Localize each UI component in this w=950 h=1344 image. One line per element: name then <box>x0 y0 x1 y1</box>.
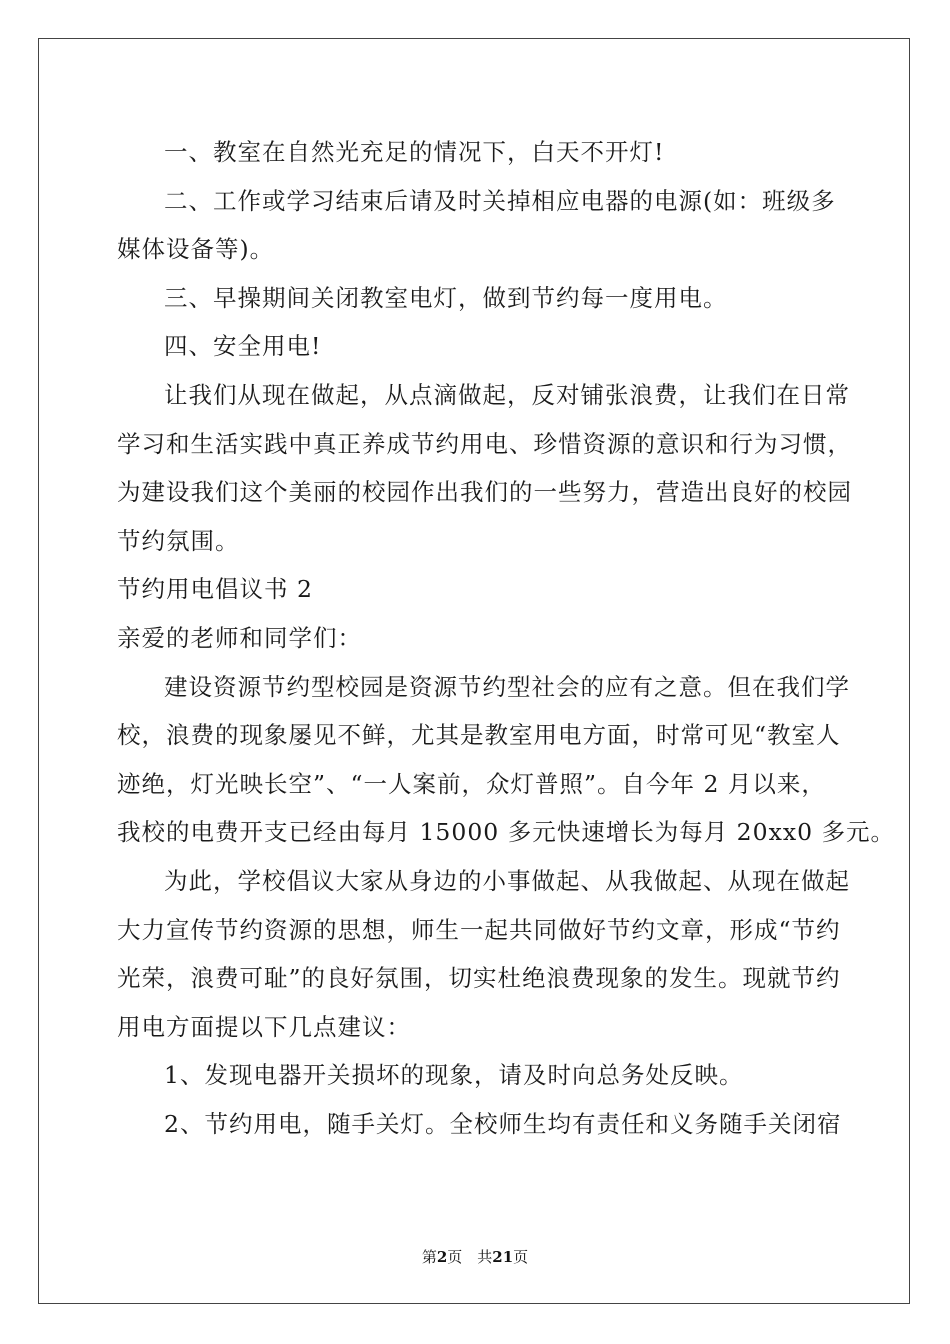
text-line: 迹绝，灯光映长空”、“一人案前，众灯普照”。自今年 2 月以来， <box>117 769 826 798</box>
document-body <box>117 128 895 1148</box>
text-line: 节约用电倡议书 2 <box>117 575 313 604</box>
page-footer <box>0 1246 950 1267</box>
text-line: 媒体设备等)。 <box>117 235 275 264</box>
text-line: 为此，学校倡议大家从身边的小事做起、从我做起、从现在做起 <box>164 866 850 895</box>
current-page-number: 2 <box>436 1248 448 1266</box>
text-line: 我校的电费开支已经由每月 15000 多元快速增长为每月 20xx0 多元。 <box>117 818 895 847</box>
text-line: 节约氛围。 <box>117 526 240 555</box>
footer-suffix: 页 <box>513 1248 529 1266</box>
text-line: 建设资源节约型校园是资源节约型社会的应有之意。但在我们学 <box>164 672 850 701</box>
text-line: 用电方面提以下几点建议： <box>117 1012 411 1041</box>
text-line: 四、安全用电! <box>164 332 322 361</box>
text-line: 大力宣传节约资源的思想，师生一起共同做好节约文章，形成“节约 <box>117 915 841 944</box>
text-line: 让我们从现在做起，从点滴做起，反对铺张浪费，让我们在日常 <box>164 380 850 409</box>
text-line: 三、早操期间关闭教室电灯，做到节约每一度用电。 <box>164 283 728 312</box>
text-line: 1、发现电器开关损坏的现象，请及时向总务处反映。 <box>164 1061 744 1090</box>
text-line: 为建设我们这个美丽的校园作出我们的一些努力，营造出良好的校园 <box>117 478 852 507</box>
text-line: 一、教室在自然光充足的情况下，白天不开灯! <box>164 138 665 166</box>
text-line: 学习和生活实践中真正养成节约用电、珍惜资源的意识和行为习惯， <box>117 429 852 458</box>
text-line: 2、节约用电，随手关灯。全校师生均有责任和义务随手关闭宿 <box>164 1109 842 1138</box>
text-line: 校，浪费的现象屡见不鲜，尤其是教室用电方面，时常可见“教室人 <box>117 721 841 750</box>
footer-middle: 页 共 <box>447 1248 493 1266</box>
text-line: 亲爱的老师和同学们： <box>117 623 362 652</box>
text-line: 二、工作或学习结束后请及时关掉相应电器的电源(如：班级多 <box>164 186 836 215</box>
text-line: 光荣，浪费可耻”的良好氛围，切实杜绝浪费现象的发生。现就节约 <box>117 964 841 993</box>
footer-prefix: 第 <box>421 1248 437 1266</box>
total-page-count: 21 <box>492 1248 514 1266</box>
